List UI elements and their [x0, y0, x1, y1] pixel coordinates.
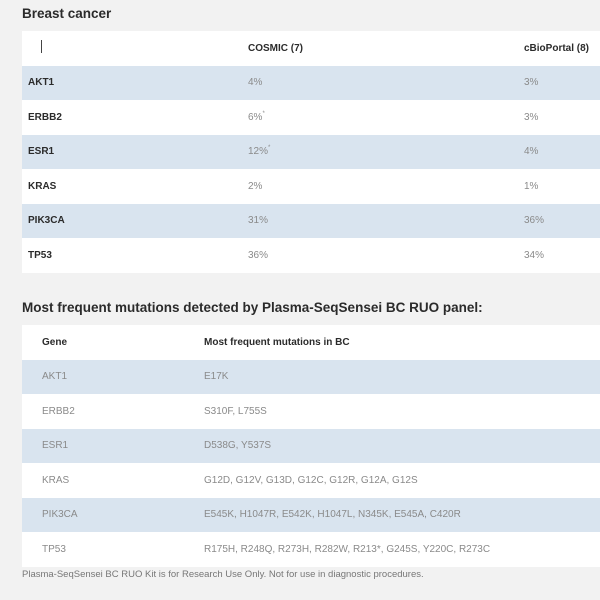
section-title-mutations: Most frequent mutations detected by Plasma-SeqSensei BC RUO panel: [22, 300, 483, 315]
cosmic-cell: 36% [248, 249, 269, 261]
table-row [22, 463, 600, 498]
mutations-table [22, 325, 600, 567]
table-row [22, 204, 600, 239]
mutations-cell: G12D, G12V, G13D, G12C, G12R, G12A, G12S [204, 474, 418, 486]
table-row [22, 394, 600, 429]
table-row [22, 66, 600, 101]
cosmic-cell: 6%* [248, 110, 265, 123]
table-row [22, 100, 600, 135]
table-header-row [22, 325, 600, 360]
table-header-row [22, 31, 600, 66]
gene-cell: KRAS [28, 180, 57, 192]
cosmic-cell: 12%* [248, 145, 271, 158]
disclaimer-footnote: Plasma-SeqSensei BC RUO Kit is for Research Use Only. Not for use in diagnostic procedures. [22, 569, 424, 580]
gene-cell: ESR1 [42, 440, 69, 452]
cbioportal-cell: 36% [524, 215, 545, 227]
gene-cell: AKT1 [42, 371, 68, 383]
table-row [22, 429, 600, 464]
cbioportal-cell: 3% [524, 77, 539, 89]
header-cbioportal: cBioPortal (8) [524, 42, 590, 54]
header-mutations: Most frequent mutations in BC [204, 336, 350, 348]
header-gene: Gene [42, 336, 68, 348]
cosmic-cell: 2% [248, 180, 263, 192]
table-row [22, 498, 600, 533]
header-cosmic: COSMIC (7) [248, 42, 303, 54]
gene-cell: PIK3CA [42, 509, 78, 521]
frequency-table [22, 31, 600, 273]
cosmic-cell: 4% [248, 77, 263, 89]
gene-cell: TP53 [28, 249, 52, 261]
table-row [22, 135, 600, 170]
gene-cell: KRAS [42, 474, 70, 486]
mutations-cell: R175H, R248Q, R273H, R282W, R213*, G245S, Y220C, R273C [204, 543, 491, 555]
cbioportal-cell: 3% [524, 111, 539, 123]
mutations-cell: S310F, L755S [204, 405, 267, 417]
cbioportal-cell: 34% [524, 249, 545, 261]
gene-cell: PIK3CA [28, 215, 65, 227]
mutations-cell: E545K, H1047R, E542K, H1047L, N345K, E545A, C420R [204, 509, 461, 521]
footnote-marker: * [262, 110, 265, 117]
gene-cell: AKT1 [28, 77, 55, 89]
gene-cell: ERBB2 [42, 405, 75, 417]
footnote-marker: * [268, 145, 271, 152]
table-row [22, 169, 600, 204]
table-row [22, 238, 600, 273]
gene-cell: ESR1 [28, 146, 55, 158]
text-cursor [41, 40, 42, 53]
mutations-cell: E17K [204, 371, 229, 383]
cbioportal-cell: 1% [524, 180, 539, 192]
section-title-breast-cancer: Breast cancer [22, 6, 112, 21]
header-gene-cell [22, 40, 226, 56]
gene-cell: TP53 [42, 543, 66, 555]
table-row [22, 532, 600, 567]
cbioportal-cell: 4% [524, 146, 539, 158]
gene-cell: ERBB2 [28, 111, 62, 123]
table-row [22, 360, 600, 395]
mutations-cell: D538G, Y537S [204, 440, 272, 452]
cosmic-cell: 31% [248, 215, 269, 227]
